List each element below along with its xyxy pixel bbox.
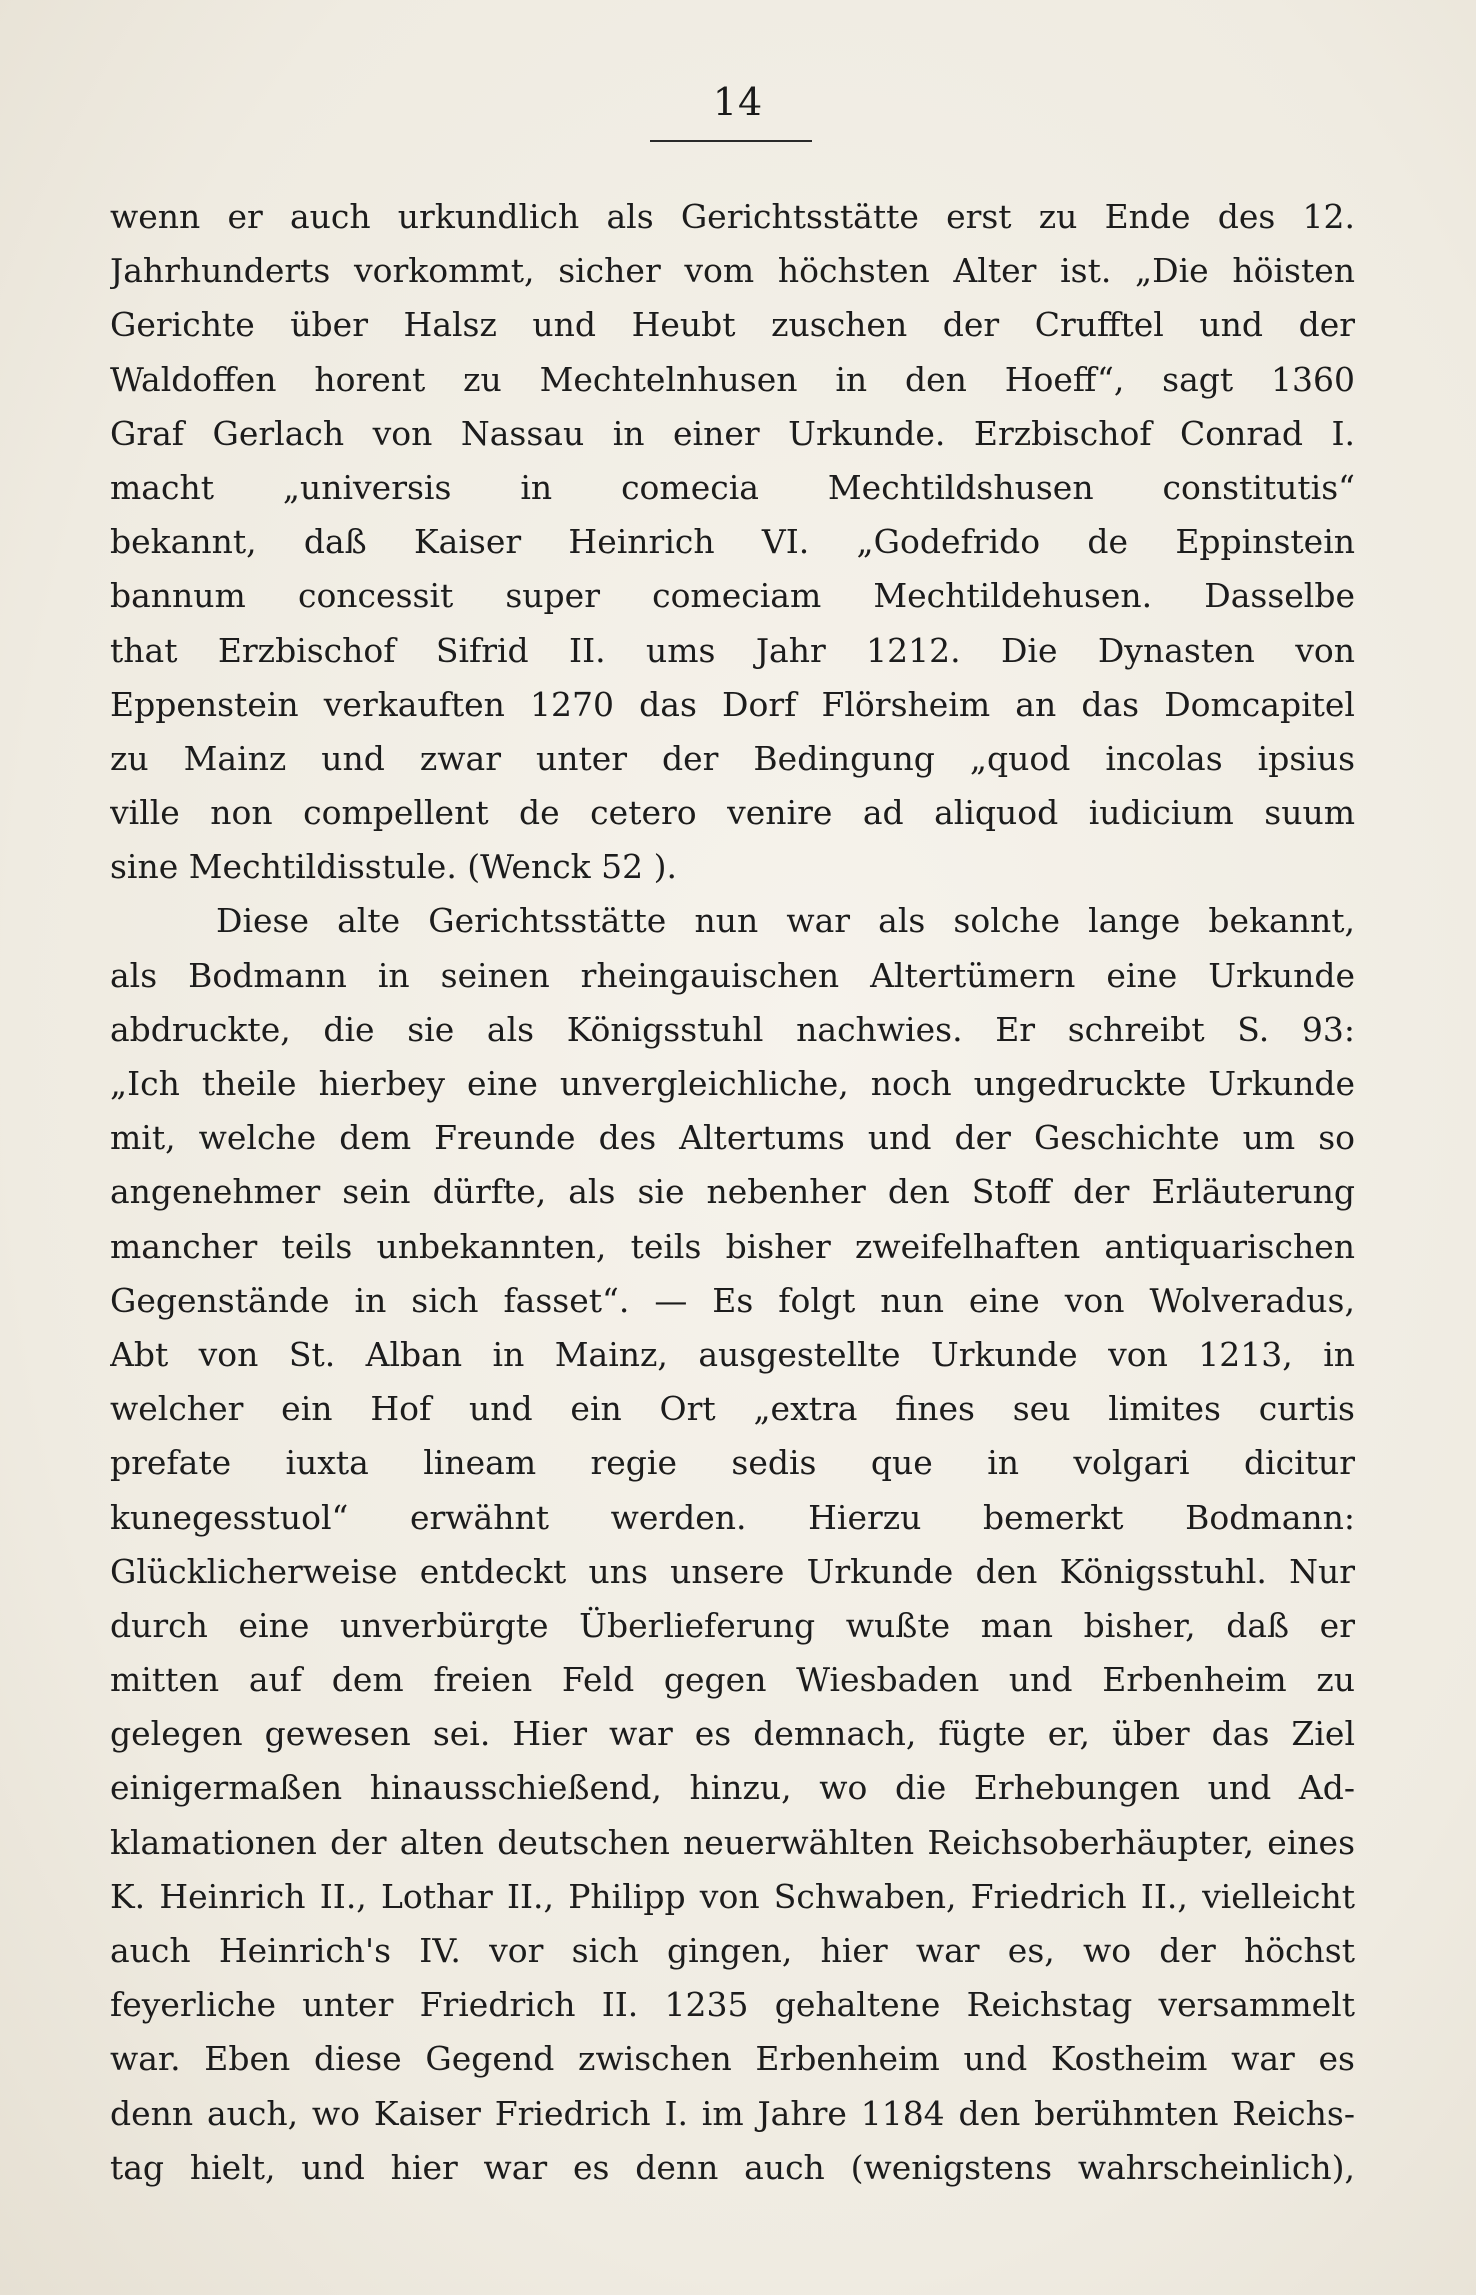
text-line: mancher teils unbekannten, teils bisher zweifelhaften antiquarischen [110, 1226, 1355, 1266]
text-line: Waldoffen horent zu Mechtelnhusen in den Hoeff“, sagt 1360 [110, 359, 1355, 399]
text-line: Abt von St. Alban in Mainz, ausgestellte Urkunde von 1213, in [110, 1334, 1355, 1374]
text-line: Eppenstein verkauften 1270 das Dorf Flörsheim an das Domcapitel [110, 684, 1355, 724]
text-line: bannum concessit super comeciam Mechtildehusen. Dasselbe [110, 576, 1355, 616]
text-line: Gerichte über Halsz und Heubt zuschen der Crufftel und der [110, 305, 1355, 345]
paragraph-start-line: Diese alte Gerichtsstätte nun war als solche lange bekannt, [216, 901, 1355, 941]
text-line: angenehmer sein dürfte, als sie nebenher den Stoff der Erläuterung [110, 1172, 1355, 1212]
text-line: denn auch, wo Kaiser Friedrich I. im Jahre 1184 den berühmten Reichs- [110, 2093, 1355, 2133]
text-line: Graf Gerlach von Nassau in einer Urkunde. Erzbischof Conrad I. [110, 413, 1355, 453]
text-line: macht „universis in comecia Mechtildshusen constitutis“ [110, 467, 1355, 507]
text-line: „Ich theile hierbey eine unvergleichliche, noch ungedruckte Urkunde [110, 1064, 1355, 1103]
text-line: ville non compellent de cetero venire ad aliquod iudicium suum [110, 793, 1355, 833]
text-line: that Erzbischof Sifrid II. ums Jahr 1212. Die Dynasten von [110, 630, 1355, 670]
text-line: Glücklicherweise entdeckt uns unsere Urkunde den Königsstuhl. Nur [110, 1551, 1355, 1591]
text-line: zu Mainz und zwar unter der Bedingung „quod incolas ipsius [110, 738, 1355, 778]
text-line: als Bodmann in seinen rheingauischen Altertümern eine Urkunde [110, 955, 1355, 995]
text-line: wenn er auch urkundlich als Gerichtsstätte erst zu Ende des 12. [110, 197, 1355, 236]
text-line: abdruckte, die sie als Königsstuhl nachwies. Er schreibt S. 93: [110, 1009, 1355, 1049]
text-line: feyerliche unter Friedrich II. 1235 gehaltene Reichstag versammelt [110, 1985, 1355, 2025]
text-line: sine Mechtildisstule. (Wenck 52 ). [110, 847, 678, 887]
text-line: war. Eben diese Gegend zwischen Erbenheim und Kostheim war es [110, 2039, 1355, 2079]
text-line: kunegesstuol“ erwähnt werden. Hierzu bemerkt Bodmann: [110, 1497, 1355, 1537]
header-rule [650, 140, 812, 142]
text-line: auch Heinrich's IV. vor sich gingen, hier war es, wo der höchst [110, 1931, 1355, 1970]
text-line: tag hielt, und hier war es denn auch (wenigstens wahrscheinlich), [110, 2147, 1355, 2187]
text-line: mit, welche dem Freunde des Altertums und der Geschichte um so [110, 1118, 1355, 1158]
text-line: klamationen der alten deutschen neuerwählten Reichsoberhäupter, eines [110, 1822, 1355, 1862]
text-line: durch eine unverbürgte Überlieferung wußte man bisher, daß er [110, 1605, 1355, 1645]
text-line: Jahrhunderts vorkommt, sicher vom höchsten Alter ist. „Die höisten [110, 251, 1355, 291]
text-line: Gegenstände in sich fasset“. — Es folgt nun eine von Wolveradus, [110, 1280, 1355, 1320]
text-line: einigermaßen hinausschießend, hinzu, wo die Erhebungen und Ad- [110, 1768, 1355, 1808]
text-line: welcher ein Hof und ein Ort „extra fines seu limites curtis [110, 1389, 1355, 1429]
body-text [110, 190, 1355, 2195]
page-number: 14 [712, 80, 764, 124]
text-line: gelegen gewesen sei. Hier war es demnach, fügte er, über das Ziel [110, 1714, 1355, 1754]
text-line: prefate iuxta lineam regie sedis que in volgari dicitur [110, 1443, 1355, 1483]
text-line: mitten auf dem freien Feld gegen Wiesbaden und Erbenheim zu [110, 1660, 1355, 1700]
text-line: K. Heinrich II., Lothar II., Philipp von Schwaben, Friedrich II., vielleicht [110, 1876, 1355, 1916]
text-line: bekannt, daß Kaiser Heinrich VI. „Godefrido de Eppinstein [110, 522, 1355, 562]
